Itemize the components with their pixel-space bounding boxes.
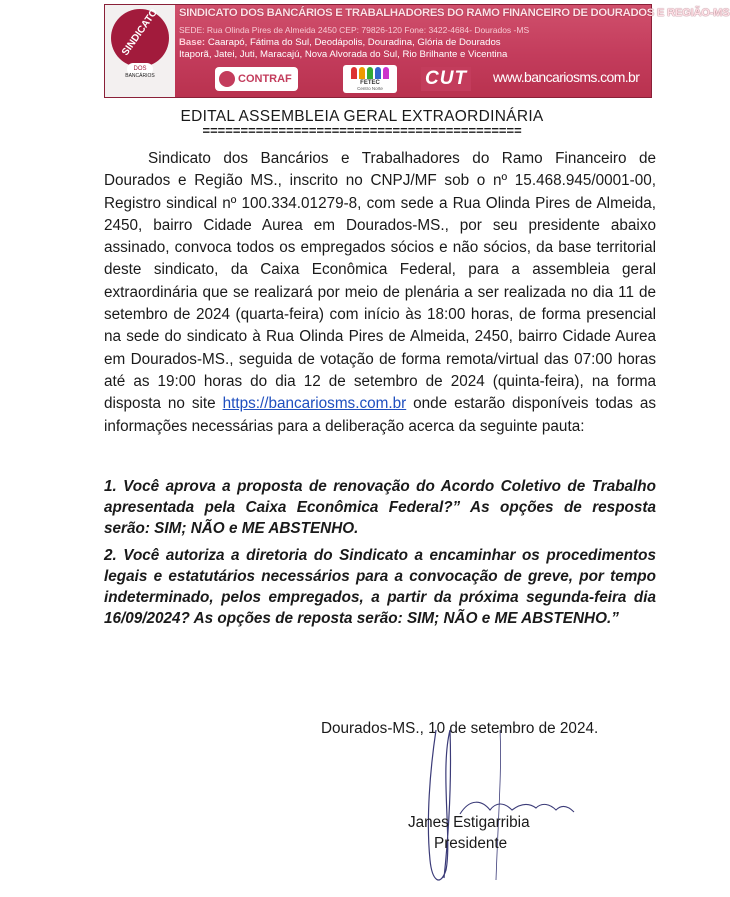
document-title: EDITAL ASSEMBLEIA GERAL EXTRAORDINÁRIA xyxy=(180,108,544,125)
fetec-label: FETEC xyxy=(360,80,380,86)
agenda-item-1: 1. Você aprova a proposta de renovação do Acordo Coletivo de Trabalho apresentada pela Caixa Econômica Federal?” As opções de resposta serão: SIM; NÃO e ME ABSTENHO. xyxy=(104,478,656,537)
signer-role: Presidente xyxy=(434,835,508,852)
union-address: SEDE: Rua Olinda Pires de Almeida 2450 CEP: 79826-120 Fone: 3422-4684- Dourados -MS xyxy=(179,25,530,35)
people-icon xyxy=(349,67,391,79)
cut-logo: CUT xyxy=(421,67,471,91)
contraf-logo xyxy=(215,67,298,91)
fetec-logo xyxy=(343,65,397,93)
union-logo xyxy=(105,5,175,97)
union-name: SINDICATO DOS BANCÁRIOS E TRABALHADORES DO RAMO FINANCEIRO DE DOURADOS E REGIÃO-MS xyxy=(179,7,730,19)
base-cities-line-2: Itaporã, Jatei, Juti, Maracajú, Nova Alvorada do Sul, Rio Brilhante e Vicentina xyxy=(179,49,508,60)
logo-dos: DOS xyxy=(127,63,153,75)
paragraph-text-end: onde estarão disponíveis todas as informações necessárias para a deliberação acerca da seguinte pauta: xyxy=(104,395,656,435)
paragraph-text: Sindicato dos Bancários e Trabalhadores do Ramo Financeiro de Dourados e Região MS., inscrito no CNPJ/MF sob o nº 15.468.945/0001-00, Registro sindical nº 100.334.01279-8, com sede a Rua Olinda Pires de Almeida, 2450, bairro Cidade Aurea em Dourados-MS., por seu presidente abaixo assinado, convoca todos os empregados sócios e não sócios, da base territorial deste sindicato, da Caixa Econômica Federal, para a assembleia geral extraordinária que se realizará por meio de plenária a ser realizada no dia 11 de setembro de 2024 (quarta-feira) com início às 18:00 horas, de forma presencial na sede do sindicato à Rua Olinda Pires de Almeida, 2450, bairro Cidade Aurea em Dourados-MS., seguida de votação de forma remota/virtual das 07:00 horas até as 19:00 horas do dia 12 de setembro de 2024 (quinta-feira), na forma disposta no site xyxy=(104,150,656,413)
fetec-sub: Centro Norte xyxy=(357,86,383,91)
website-link[interactable]: https://bancariosms.com.br xyxy=(222,395,407,413)
header-banner xyxy=(104,4,730,98)
title-rule: ========================================== xyxy=(202,124,522,139)
logo-bancarios: BANCÁRIOS xyxy=(125,73,155,79)
contraf-label: CONTRAF xyxy=(238,73,292,85)
base-cities-1: Caarapó, Fátima do Sul, Deodápolis, Douradina, Glória de Dourados xyxy=(207,37,501,48)
base-label: Base: xyxy=(179,37,206,48)
date-line: Dourados-MS., 10 de setembro de 2024. xyxy=(321,720,599,737)
contraf-icon xyxy=(219,71,235,87)
agenda-item-2: 2. Você autoriza a diretoria do Sindicato a encaminhar os procedimentos legais e estatutários necessários para a convocação de greve, por tempo indeterminado, pelos empregados, a partir da próxima segunda-feira dia 16/09/2024? As opções de reposta serão: SIM; NÃO e ME ABSTENHO.” xyxy=(104,547,656,627)
logo-word: SINDICATO xyxy=(119,7,161,58)
convocation-paragraph xyxy=(104,148,656,438)
signer-name: Janes Estigarribia xyxy=(408,814,530,831)
base-cities-line-1 xyxy=(179,37,649,48)
banner-website: www.bancariosms.com.br xyxy=(493,69,640,85)
signature-drawing xyxy=(400,710,600,890)
